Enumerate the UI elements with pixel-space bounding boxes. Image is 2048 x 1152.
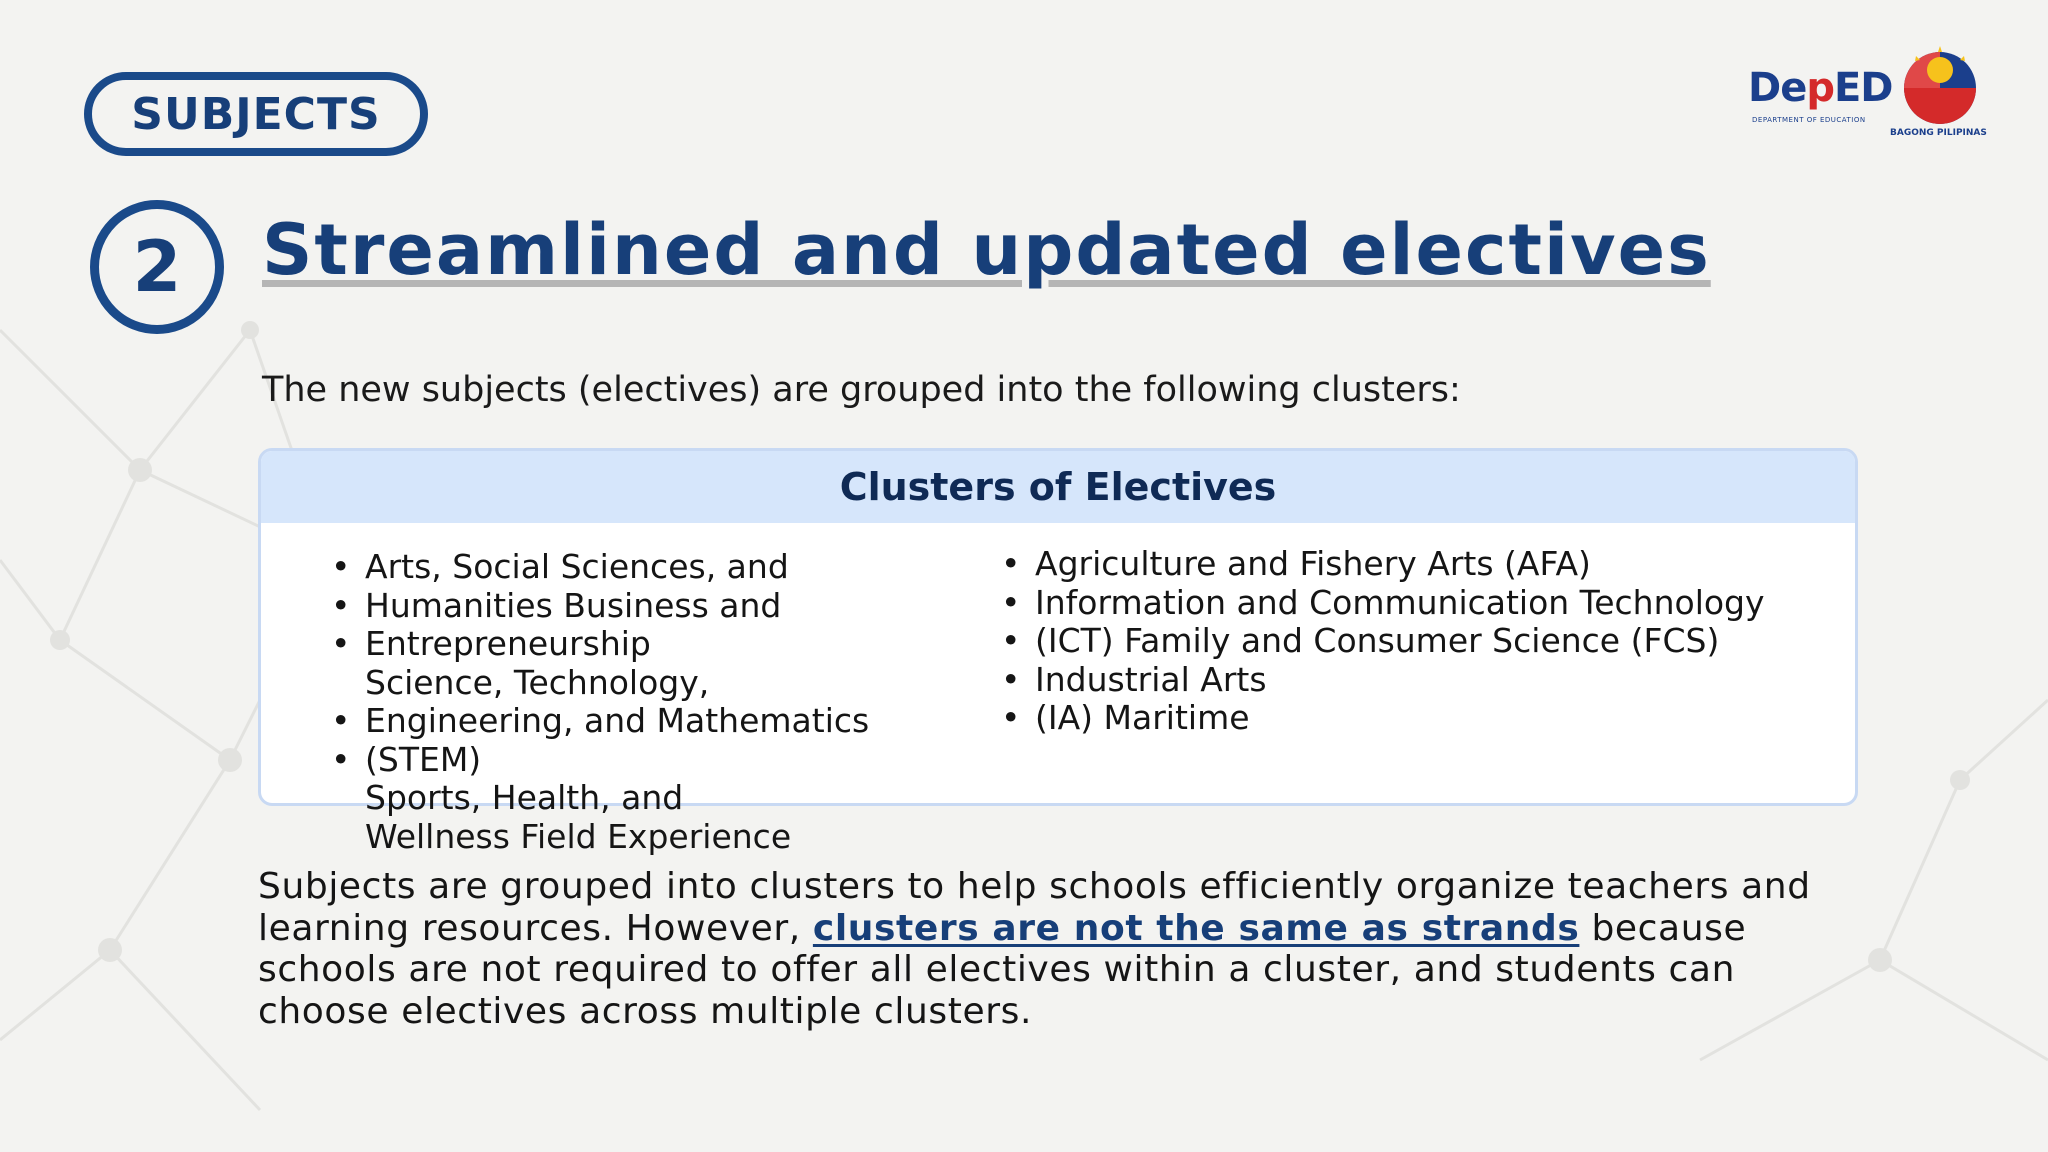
bagong-pilipinas-logo: [1882, 44, 1998, 144]
cluster-item: • Engineering, and Mathematics: [331, 702, 869, 741]
section-label: SUBJECTS: [131, 88, 381, 140]
page-title: Streamlined and updated electives: [262, 209, 1711, 291]
cluster-item: Science, Technology,: [365, 662, 710, 702]
cluster-item: • Agriculture and Fishery Arts (AFA): [1001, 545, 1765, 584]
highlight-link[interactable]: clusters are not the same as strands: [812, 907, 1580, 949]
intro-text: The new subjects (electives) are grouped into the following clusters:: [262, 370, 1461, 410]
body-text-end: because schools are not required to offer all electives within a cluster, and students can choose electives across multiple clusters.: [258, 907, 1747, 1032]
clusters-list-left: [331, 548, 869, 856]
cluster-item: • Entrepreneurship: [331, 625, 869, 664]
cluster-item: • (IA) Maritime: [1001, 699, 1765, 738]
clusters-panel: [258, 448, 1858, 856]
cluster-item: • Information and Communication Technology: [1001, 584, 1765, 623]
deped-logo: [1748, 64, 1893, 130]
clusters-heading: Clusters of Electives: [261, 451, 1855, 523]
body-paragraph: [258, 866, 1818, 1032]
cluster-item: • (STEM): [331, 741, 869, 780]
section-number-badge: [90, 200, 224, 334]
deped-wordmark: DepED: [1748, 65, 1893, 111]
cluster-item: Wellness Field Experience: [365, 816, 792, 856]
section-label-pill: [84, 72, 428, 156]
clusters-list-right: [1001, 545, 1765, 738]
body-text-start: Subjects are grouped into clusters to help schools efficiently organize teachers and learning resources. However,: [258, 866, 1811, 949]
section-number: 2: [132, 226, 182, 308]
cluster-item: • Industrial Arts: [1001, 661, 1765, 700]
bagong-pilipinas-subtitle: BAGONG PILIPINAS: [1890, 128, 1987, 138]
cluster-item: • (ICT) Family and Consumer Science (FCS): [1001, 622, 1765, 661]
cluster-item: • Humanities Business and: [331, 587, 869, 626]
sun-and-stars-seal-icon: [1882, 44, 1998, 128]
cluster-item: Sports, Health, and: [365, 778, 684, 817]
deped-subtitle: DEPARTMENT OF EDUCATION: [1752, 116, 1866, 124]
cluster-item: • Arts, Social Sciences, and: [331, 548, 869, 587]
